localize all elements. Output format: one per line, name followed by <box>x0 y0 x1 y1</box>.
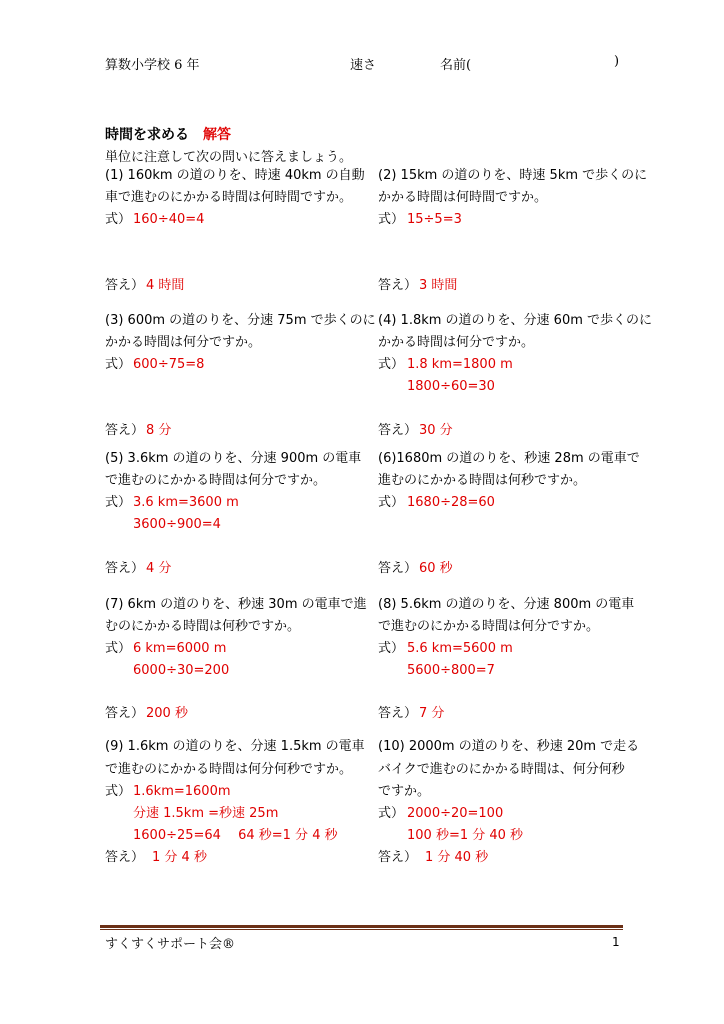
answer-key-label: 解答 <box>203 127 231 143</box>
work-line: 600÷75=8 <box>133 357 205 372</box>
work-line: 5.6 km=5600 m <box>407 641 513 656</box>
answer-label: 答え） <box>105 561 145 576</box>
work-label: 式） <box>378 357 405 372</box>
work-line: 1.6km=1600m <box>133 784 231 799</box>
work-line: 1.8 km=1800 m <box>407 357 513 372</box>
question-line: 車で進むのにかかる時間は何時間ですか。 <box>105 190 353 205</box>
title-text: 時間を求める <box>105 127 189 143</box>
page-number: 1 <box>612 935 620 949</box>
question-line: (9) 1.6km の道のりを、分速 1.5km の電車 <box>105 739 365 754</box>
work-label: 式） <box>378 641 405 656</box>
question-line: (10) 2000m の道のりを、秒速 20m で走る <box>378 739 640 754</box>
work-line: 1600÷25=64 64 秒=1 分 4 秒 <box>133 828 338 843</box>
answer-label: 答え） <box>378 706 418 721</box>
answer-value: 30 分 <box>419 423 453 438</box>
work-label: 式） <box>378 495 405 510</box>
footer-divider-thin <box>100 929 623 930</box>
footer-publisher: すくすくサポート会® <box>105 937 236 952</box>
work-line: 2000÷20=100 <box>407 806 504 821</box>
page-title <box>105 124 231 144</box>
work-line: 6000÷30=200 <box>133 663 230 678</box>
work-label: 式） <box>105 495 132 510</box>
answer-value: 4 時間 <box>146 278 185 293</box>
question-line: バイクで進むのにかかる時間は、何分何秒 <box>378 762 625 777</box>
work-label: 式） <box>378 806 405 821</box>
question-line: 進むのにかかる時間は何秒ですか。 <box>378 473 587 488</box>
header-school: 算数小学校 6 年 <box>105 58 200 73</box>
answer-value: 4 分 <box>146 561 172 576</box>
header-name-label: 名前( <box>440 58 472 73</box>
question-line: ですか。 <box>378 784 431 799</box>
answer-label: 答え） <box>378 561 418 576</box>
work-line: 3600÷900=4 <box>133 517 221 532</box>
question-line: (8) 5.6km の道のりを、分速 800m の電車 <box>378 597 635 612</box>
answer-value: 200 秒 <box>146 706 188 721</box>
work-line: 160÷40=4 <box>133 212 205 227</box>
answer-value: 3 時間 <box>419 278 458 293</box>
work-line: 3.6 km=3600 m <box>133 495 239 510</box>
question-line: (2) 15km の道のりを、時速 5km で歩くのに <box>378 168 648 183</box>
question-line: かかる時間は何分ですか。 <box>105 335 262 350</box>
answer-label: 答え） <box>105 423 145 438</box>
answer-value: 7 分 <box>419 706 445 721</box>
work-line: 1680÷28=60 <box>407 495 495 510</box>
answer-label: 答え） <box>105 278 145 293</box>
instruction: 単位に注意して次の問いに答えましょう。 <box>105 150 353 165</box>
work-line: 15÷5=3 <box>407 212 462 227</box>
question-line: で進むのにかかる時間は何分ですか。 <box>105 473 327 488</box>
answer-value: 1 分 40 秒 <box>425 850 489 865</box>
answer-label: 答え） <box>378 278 418 293</box>
question-line: で進むのにかかる時間は何分何秒ですか。 <box>105 762 353 777</box>
question-line: で進むのにかかる時間は何分ですか。 <box>378 619 600 634</box>
work-label: 式） <box>105 641 132 656</box>
question-line: (7) 6km の道のりを、秒速 30m の電車で進 <box>105 597 367 612</box>
work-line: 6 km=6000 m <box>133 641 227 656</box>
question-line: (3) 600m の道のりを、分速 75m で歩くのに <box>105 313 376 328</box>
answer-label: 答え） <box>378 850 418 865</box>
header-topic: 速さ <box>350 58 377 73</box>
question-line: むのにかかる時間は何秒ですか。 <box>105 619 301 634</box>
question-line: (5) 3.6km の道のりを、分速 900m の電車 <box>105 451 362 466</box>
footer-divider <box>100 925 623 928</box>
answer-value: 60 秒 <box>419 561 453 576</box>
answer-label: 答え） <box>378 423 418 438</box>
question-line: (4) 1.8km の道のりを、分速 60m で歩くのに <box>378 313 653 328</box>
question-line: かかる時間は何分ですか。 <box>378 335 535 350</box>
work-label: 式） <box>105 784 132 799</box>
question-line: かかる時間は何時間ですか。 <box>378 190 548 205</box>
question-line: (6)1680m の道のりを、秒速 28m の電車で <box>378 451 640 466</box>
question-line: (1) 160km の道のりを、時速 40km の自動 <box>105 168 365 183</box>
work-line: 5600÷800=7 <box>407 663 495 678</box>
work-line: 分速 1.5km =秒速 25m <box>133 806 279 821</box>
work-label: 式） <box>105 357 132 372</box>
work-line: 100 秒=1 分 40 秒 <box>407 828 524 843</box>
answer-value: 1 分 4 秒 <box>152 850 207 865</box>
work-label: 式） <box>105 212 132 227</box>
work-label: 式） <box>378 212 405 227</box>
answer-value: 8 分 <box>146 423 172 438</box>
work-line: 1800÷60=30 <box>407 379 495 394</box>
header-name-close: ) <box>614 54 620 69</box>
answer-label: 答え） <box>105 850 145 865</box>
answer-label: 答え） <box>105 706 145 721</box>
